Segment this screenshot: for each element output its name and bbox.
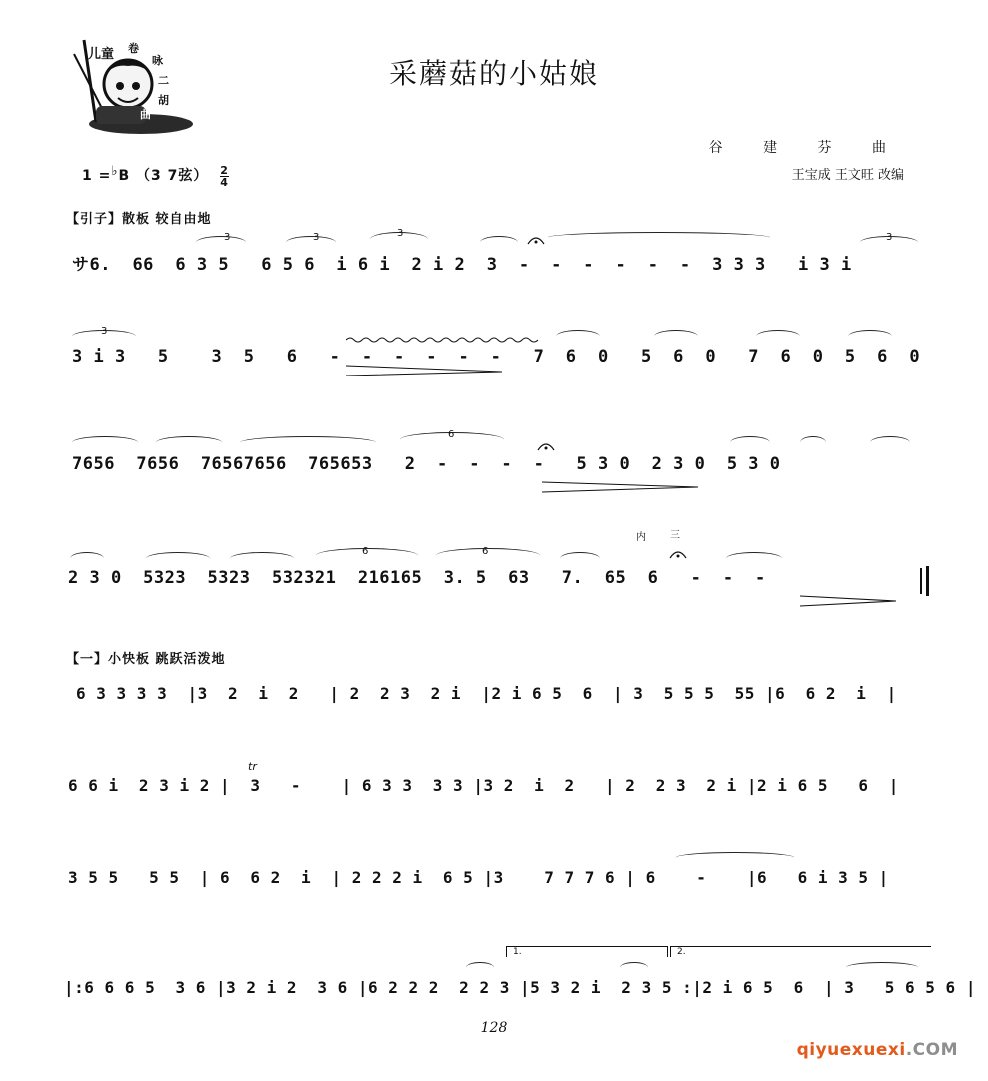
first-ending-label: 1.	[513, 947, 522, 957]
inner-string-mark: 内	[636, 532, 646, 543]
section-intro-label: 【引子】散板 较自由地	[66, 212, 212, 227]
slur-mark	[654, 330, 698, 343]
slur-mark	[466, 962, 494, 973]
flat-sign: ♭	[111, 164, 119, 179]
slur-mark	[548, 232, 770, 243]
tuplet-number: 6	[482, 546, 489, 557]
svg-text:二: 二	[158, 74, 169, 87]
second-ending-label: 2.	[677, 947, 686, 957]
time-signature-bottom: 4	[220, 176, 229, 189]
second-ending-bracket	[670, 946, 931, 957]
slur-mark	[240, 436, 376, 449]
slur-mark	[756, 330, 800, 343]
slur-mark	[146, 552, 210, 565]
tuplet-number: 3	[397, 228, 404, 239]
trill-mark: tr	[248, 760, 257, 773]
notation-row-2: 3 i 3 5 3 5 6 - - - - - - 7 6 0 5 6 0 7 6 0 5 6 0	[72, 347, 921, 367]
final-bar-line	[926, 566, 929, 596]
page-number: 128	[480, 1020, 508, 1036]
slur-mark	[70, 552, 104, 565]
notation-row-1: サ6. 66 6 3 5 6 5 6 i 6 i 2 i 2 3 - - - - - - 3 3 3 i 3 i	[72, 255, 852, 275]
fermata-icon	[536, 438, 556, 452]
key-signature	[82, 164, 229, 188]
site-watermark	[797, 1040, 958, 1060]
slur-mark	[230, 552, 294, 565]
tuplet-number: 3	[101, 326, 108, 337]
notation-row-8: |:6 6 6 5 3 6 |3 2 i 2 3 6 |6 2 2 2 2 2 3 |5 3 2 i 2 3 5 :|2 i 6 5 6 | 3 5 6 5 6 |	[64, 978, 976, 997]
key-prefix: 1 =	[82, 168, 112, 184]
decrescendo-hairpin	[800, 594, 900, 608]
slur-mark	[726, 552, 782, 565]
first-ending-bracket	[506, 946, 668, 957]
slur-mark	[196, 236, 246, 249]
decrescendo-hairpin	[542, 480, 702, 494]
slur-mark	[620, 962, 648, 973]
bar-line	[920, 568, 922, 594]
svg-text:胡: 胡	[158, 94, 169, 107]
slur-mark	[848, 330, 892, 343]
slur-mark	[730, 436, 770, 449]
tuplet-number: 3	[224, 232, 231, 243]
svg-text:咏: 咏	[152, 54, 163, 67]
position-mark: 三	[670, 530, 680, 541]
svg-text:卷: 卷	[128, 42, 139, 55]
slur-mark	[800, 436, 826, 449]
slur-mark	[286, 236, 336, 249]
tuplet-number: 3	[313, 232, 320, 243]
tuplet-number: 6	[448, 429, 455, 440]
section-one-label: 【一】小快板 跳跃活泼地	[66, 652, 226, 667]
notation-row-3: 7656 7656 76567656 765653 2 - - - - 5 3 0 2 3 0 5 3 0	[72, 454, 781, 474]
key-tuning: （3 7弦）	[136, 168, 209, 184]
tuplet-number: 6	[362, 546, 369, 557]
notation-row-4: 2 3 0 5323 5323 532321 216165 3. 5 63 7. 65 6 - - -	[68, 568, 766, 588]
fermata-icon	[668, 546, 688, 560]
slur-mark	[560, 552, 600, 565]
notation-row-6: 6 6 i 2 3 i 2 | 3 - | 6 3 3 3 3 |3 2 i 2 | 2 2 3 2 i |2 i 6 5 6 |	[68, 776, 899, 795]
time-signature-top: 2	[220, 164, 229, 177]
notation-row-5: 6 3 3 3 3 |3 2 i 2 | 2 2 3 2 i |2 i 6 5 6 | 3 5 5 5 55 |6 6 2 i |	[76, 684, 897, 703]
slur-mark	[676, 852, 794, 863]
notation-row-7: 3 5 5 5 5 | 6 6 2 i | 2 2 2 i 6 5 |3 7 7 7 6 | 6 - |6 6 i 3 5 |	[68, 868, 889, 887]
song-title: 采蘑菇的小姑娘	[388, 57, 599, 90]
slur-mark	[156, 436, 222, 449]
vibrato-and-hairpin-marks	[346, 336, 542, 376]
slur-mark	[72, 436, 138, 449]
slur-mark	[846, 962, 918, 973]
svg-text:儿童: 儿童	[88, 47, 115, 62]
fermata-icon	[526, 232, 546, 246]
arranger-credit: 王宝成 王文旺 改编	[791, 168, 904, 183]
tuplet-number: 3	[886, 232, 893, 243]
time-signature	[220, 165, 229, 188]
composer-credit: 谷 建 芬 曲	[708, 140, 904, 156]
svg-text:曲: 曲	[140, 108, 151, 121]
slur-mark	[870, 436, 910, 449]
watermark-domain: qiyuexuexi	[796, 1040, 906, 1060]
watermark-tld: .COM	[905, 1040, 958, 1060]
slur-mark	[480, 236, 518, 249]
slur-mark	[556, 330, 600, 343]
key-note: B	[118, 168, 131, 184]
